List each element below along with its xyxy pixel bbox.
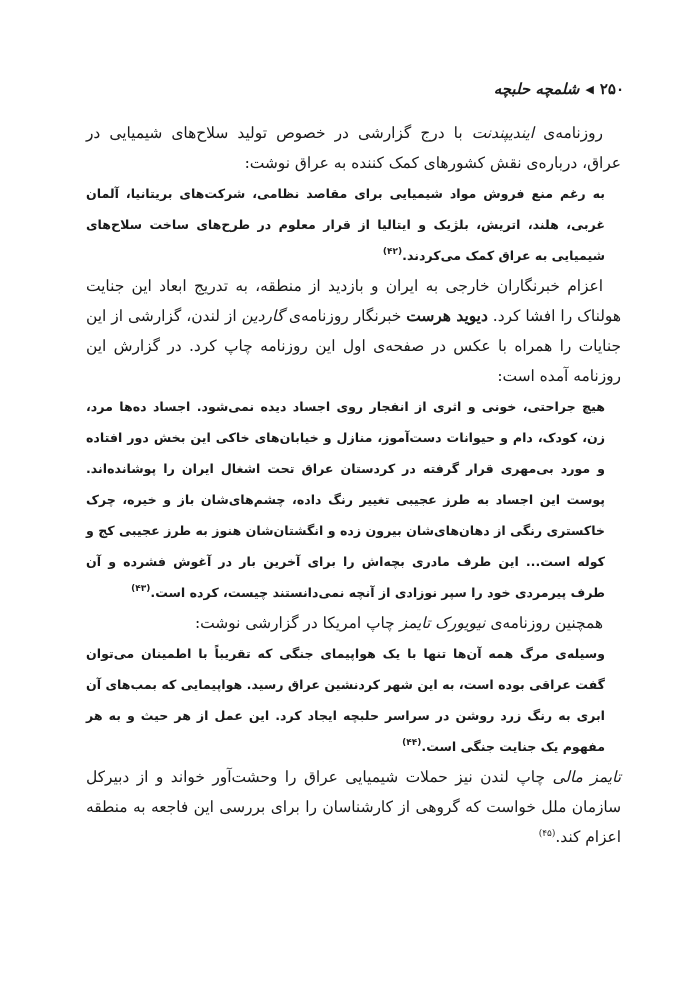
reporter-name: دیوید هرست: [406, 307, 488, 325]
triangle-marker-icon: ◀: [585, 82, 594, 96]
paragraph-text: همچنین روزنامه‌ی: [485, 614, 603, 632]
footnote-ref: (۴۳): [131, 584, 151, 594]
paragraph-text: با درج گزارشی در خصوص تولید سلاح‌های شیمیایی در عراق، درباره‌ی نقش کشورهای کمک کننده به عراق نوشت:: [86, 124, 621, 172]
paragraph-text: چاپ لندن نیز حملات شیمیایی عراق را وحشت‌آور خواند و از دبیرکل سازمان ملل خواست که گروهی از کارشناسان را برای بررسی این فاجعه به منطقه اعزام کند.: [86, 768, 621, 846]
newspaper-name: ایندیپندنت: [471, 124, 535, 142]
paragraph-text: روزنامه‌ی: [534, 124, 603, 142]
paragraph-independent: [86, 118, 621, 178]
footnote-ref: (۴۵): [538, 829, 556, 839]
newspaper-name: تایمز مالی: [552, 768, 622, 786]
footnote-ref: (۴۲): [382, 247, 403, 257]
paragraph-guardian: [86, 271, 621, 391]
paragraph-nytimes: [86, 608, 621, 638]
paragraph-text: اعزام خبرنگاران خارجی به ایران و بازدید از منطقه، به تدریج ابعاد این جنایت هولناک را افشا کرد.: [86, 277, 621, 325]
running-title: شلمچه حلبچه: [493, 80, 580, 98]
page-header: [494, 80, 624, 98]
page-content: [86, 118, 621, 852]
quote-text: وسیله‌ی مرگ همه آن‌ها تنها با یک هواپیمای جنگی که تقریباً با اطمینان می‌توان گفت عراقی بوده است، به این شهر کردنشین عراق رسید. هواپیمایی که بمب‌های آن ابری به رنگ زرد روشن در سراسر حلبچه ایجاد کرد. این عمل از هر حیث و به هر مفهوم یک جنایت جنگی است.: [86, 646, 605, 754]
newspaper-name: گاردین: [241, 307, 284, 325]
paragraph-text: خبرنگار روزنامه‌ی: [283, 307, 407, 325]
paragraph-text: از لندن، گزارشی از این جنایات را همراه با عکس در صفحه‌ی اول این روزنامه چاپ کرد. در گزارش این روزنامه آمده است:: [86, 307, 621, 385]
newspaper-name: نیویورک تایمز: [399, 614, 486, 632]
quote-text: هیچ جراحتی، خونی و اثری از انفجار روی اجساد دیده نمی‌شود. اجساد ده‌ها مرد، زن، کودک، دام و حیوانات دست‌آموز، منازل و خیابان‌های خاکی این بخش دور افتاده و مورد بی‌مهری قرار گرفته در کردستان عراق تحت اشغال ایران را پوشانده‌اند. پوست این اجساد به طرز عجیبی تغییر رنگ داده، چشم‌های‌شان باز و خیره، چرک خاکستری رنگی از دهان‌های‌شان بیرون زده و انگشتان‌شان هنوز به طرز عجیبی کج و کوله است... این طرف مادری بچه‌اش را برای آخرین بار در آغوش فشرده و آن طرف پیرمردی خود را سپر نوزادی از آنچه نمی‌دانستند چیست، کرده است.: [86, 399, 605, 600]
paragraph-financial-times: [86, 762, 621, 852]
footnote-ref: (۴۴): [402, 738, 422, 748]
quote-independent: [86, 178, 605, 271]
quote-nytimes: [86, 638, 605, 762]
quote-text: به رغم منع فروش مواد شیمیایی برای مقاصد نظامی، شرکت‌های بریتانیا، آلمان غربی، هلند، اتریش، بلژیک و ایتالیا از قرار معلوم در طرح‌های ساخت سلاح‌های شیمیایی به عراق کمک می‌کردند.: [86, 186, 605, 263]
paragraph-text: چاپ امریکا در گزارشی نوشت:: [194, 614, 400, 632]
quote-guardian: [86, 391, 605, 608]
page-number: ۲۵۰: [599, 80, 624, 98]
